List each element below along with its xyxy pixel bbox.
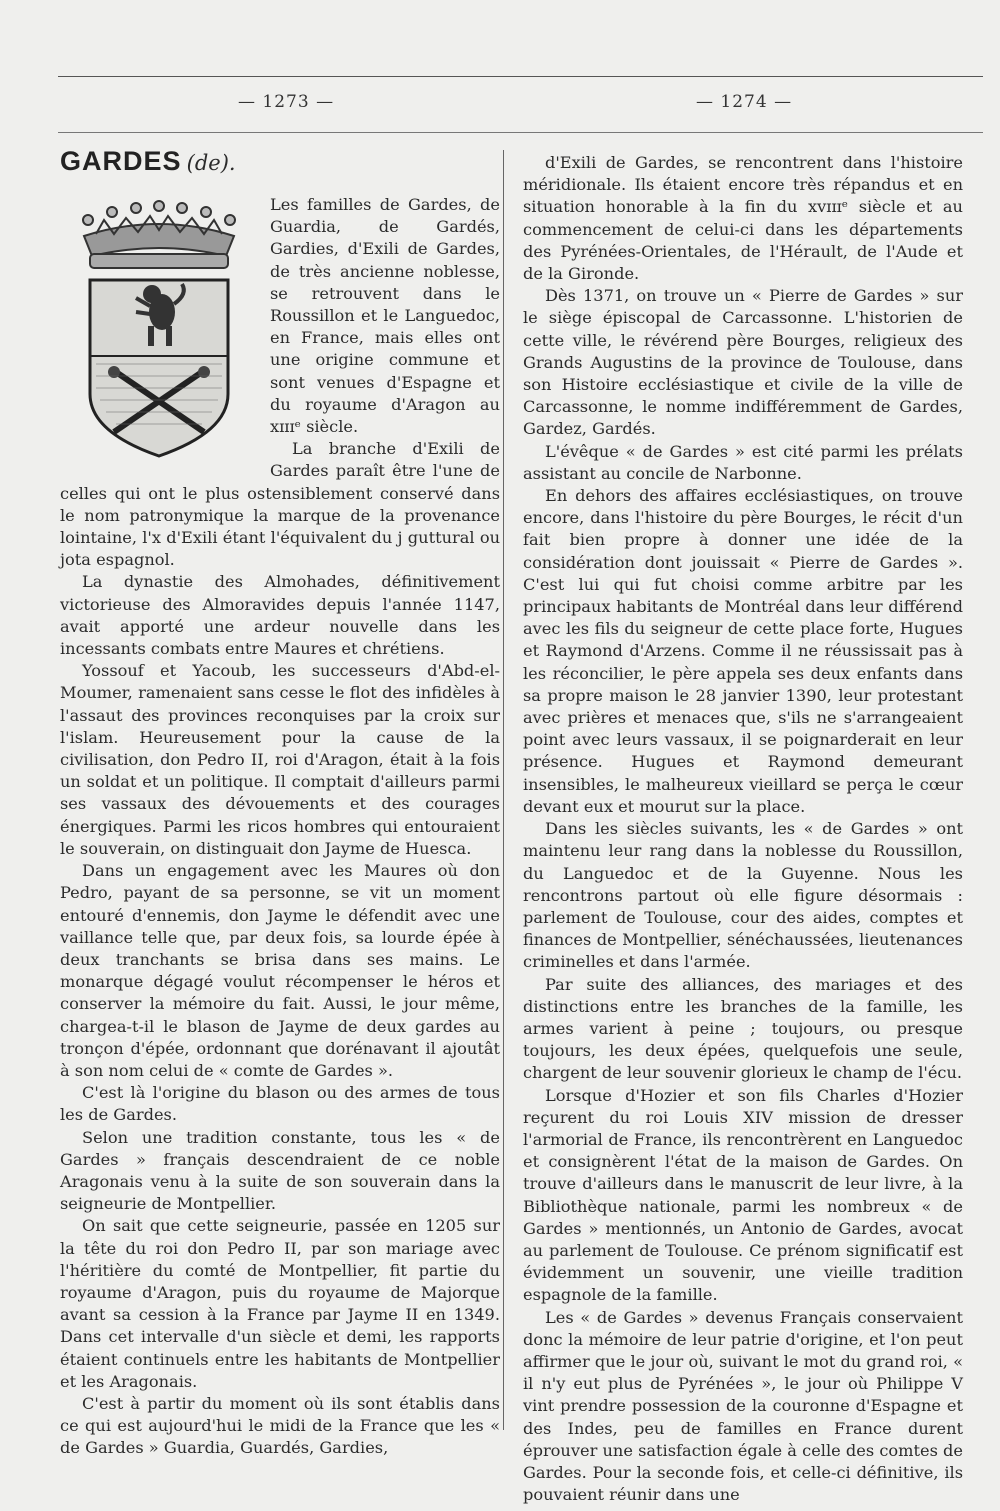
- left-column: [60, 146, 500, 1460]
- paragraph: Yossouf et Yacoub, les successeurs d'Abd-el-Moumer, ramenaient sans cesse le flot des infidèles à l'assaut des provinces reconquises par la croix sur l'islam. Heureusement pour la cause de la civilisation, don Pedro II, roi d'Aragon, était à la fois un soldat et un politique. Il comptait d'ailleurs parmi ses vassaux des dévouements et des courages énergiques. Parmi les ricos hombres qui entouraient le souverain, on distinguait don Jayme de Huesca.: [60, 661, 500, 858]
- paragraph: Les « de Gardes » devenus Français conservaient donc la mémoire de leur patrie d'origine, et l'on peut affirmer que le jour où, suivant le mot du grand roi, « il n'y eut plus de Pyrénées », le jour où Philippe V vint prendre possession de la couronne d'Espagne et des Indes, peu de familles en France durent éprouver une satisfaction égale à celle des comtes de Gardes. Pour la seconde fois, et celle-ci définitive, ils pouvaient réunir dans une: [523, 1307, 963, 1505]
- article-heading: [60, 146, 500, 194]
- paragraph: La dynastie des Almohades, définitivement victorieuse des Almoravides depuis l'année 1147, avait apporté une ardeur nouvelle dans les incessants combats entre Maures et chrétiens.: [60, 572, 500, 659]
- paragraph: C'est là l'origine du blason ou des armes de tous les de Gardes.: [60, 1083, 500, 1125]
- paragraph: L'évêque « de Gardes » est cité parmi les prélats assistant au concile de Narbonne.: [523, 441, 963, 483]
- paragraph: La branche d'Exili de Gardes paraît être l'une de celles qui ont le plus ostensiblement conservé dans le nom patronymique la marque de la provenance lointaine, l'x d'Exili étant l'équivalent du j guttural ou jota espagnol.: [60, 439, 500, 570]
- paragraph: d'Exili de Gardes, se rencontrent dans l'histoire méridionale. Ils étaient encore très répandus et en situation honorable à la fin du xᴠɪɪɪᵉ siècle et au commencement de celui-ci dans les départements des Pyrénées-Orientales, de l'Hérault, de l'Aude et de la Gironde.: [523, 153, 963, 284]
- paragraph: C'est à partir du moment où ils sont établis dans ce qui est aujourd'hui le midi de la France que les « de Gardes » Guardia, Guardés, Gardies,: [60, 1393, 500, 1458]
- paragraph: Dans les siècles suivants, les « de Gardes » ont maintenu leur rang dans la noblesse du Roussillon, du Languedoc et de la Guyenne. Nous les rencontrons partout où elle figure désormais : parlement de Toulouse, cour des aides, comptes et finances de Montpellier, sénéchaussées, lieutenances criminelles et dans l'armée.: [523, 819, 963, 972]
- top-rule: [58, 76, 983, 77]
- paragraph: Lorsque d'Hozier et son fils Charles d'Hozier reçurent du roi Louis XIV mission de dresser l'armorial de France, ils rencontrèrent en Languedoc et consignèrent l'état de la maison de Gardes. On trouve d'ailleurs dans le manuscrit de leur livre, à la Bibliothèque nationale, parmi les nombreux « de Gardes » mentionnés, un Antonio de Gardes, avocat au parlement de Toulouse. Ce prénom significatif est évidemment un souvenir, une vieille tradition espagnole de la famille.: [523, 1085, 963, 1305]
- header-rule: [58, 132, 983, 133]
- paragraph: Selon une tradition constante, tous les « de Gardes » français descendraient de ce noble Aragonais venu à la suite de son souverain dans la seigneurie de Montpellier.: [60, 1127, 500, 1214]
- left-page-number: — 1273 —: [238, 92, 335, 112]
- article-title: GARDES: [60, 146, 182, 176]
- paragraph: Les familles de Gardes, de Guardia, de Gardés, Gardies, d'Exili de Gardes, de très ancienne noblesse, se retrouvent dans le Roussillon et le Languedoc, en France, mais elles ont une origine commune et sont venues d'Espagne et du royaume d'Aragon au xɪɪɪᵉ siècle.: [270, 195, 500, 437]
- right-page-number: — 1274 —: [696, 92, 793, 112]
- column-divider: [503, 150, 504, 1430]
- paragraph: On sait que cette seigneurie, passée en 1205 sur la tête du roi don Pedro II, par son mariage avec l'héritière du comté de Montpellier, fit partie du royaume d'Aragon, puis du royaume de Majorque avant sa cession à la France par Jayme II en 1349. Dans cet intervalle d'un siècle et demi, les rapports étaient continuels entre les habitants de Montpellier et les Aragonais.: [60, 1216, 500, 1391]
- coat-of-arms-icon: [54, 194, 264, 464]
- paragraph: En dehors des affaires ecclésiastiques, on trouve encore, dans l'histoire du père Bourges, le récit d'un fait bien propre à donner une idée de la considération dont jouissait « Pierre de Gardes ». C'est lui qui fut choisi comme arbitre par les principaux habitants de Montréal dans leur différend avec les fils du seigneur de cette place forte, Hugues et Raymond d'Arzens. Comme il ne réussissait pas à les réconcilier, le père appela ses deux enfants dans sa propre maison le 28 janvier 1390, leur protestant avec prières et menaces que, s'ils ne s'arrangeaient point avec leurs vassaux, il se poignarderait en leur présence. Hugues et Raymond demeurant insensibles, le malheureux vieillard se perça le cœur devant eux et mourut sur la place.: [523, 486, 963, 816]
- paragraph: Par suite des alliances, des mariages et des distinctions entre les branches de la famille, les armes varient à peine ; toujours, ou presque toujours, les deux épées, quelquefois une seule, chargent de leur souvenir glorieux le champ de l'écu.: [523, 974, 963, 1083]
- article-title-particle: (de).: [186, 151, 236, 175]
- crown-icon: [83, 201, 235, 268]
- paragraph: Dans un engagement avec les Maures où don Pedro, payant de sa personne, se vit un moment entouré d'ennemis, don Jayme le défendit avec une vaillance telle que, par deux fois, sa lourde épée à deux tranchants se brisa dans ses mains. Le monarque dégagé voulut récompenser le héros et conserver la mémoire du fait. Aussi, le jour même, chargea-t-il le blason de Jayme de deux gardes au tronçon d'épée, ordonnant que dorénavant il ajoutât à son nom celui de « comte de Gardes ».: [60, 861, 500, 1080]
- right-column: [523, 152, 963, 1506]
- paragraph: Dès 1371, on trouve un « Pierre de Gardes » sur le siège épiscopal de Carcassonne. L'historien de cette ville, le révérend père Bourges, religieux des Grands Augustins de la province de Toulouse, dans son Histoire ecclésiastique et civile de la ville de Carcassonne, le nomme indifféremment de Gardes, Gardez, Gardés.: [523, 286, 963, 439]
